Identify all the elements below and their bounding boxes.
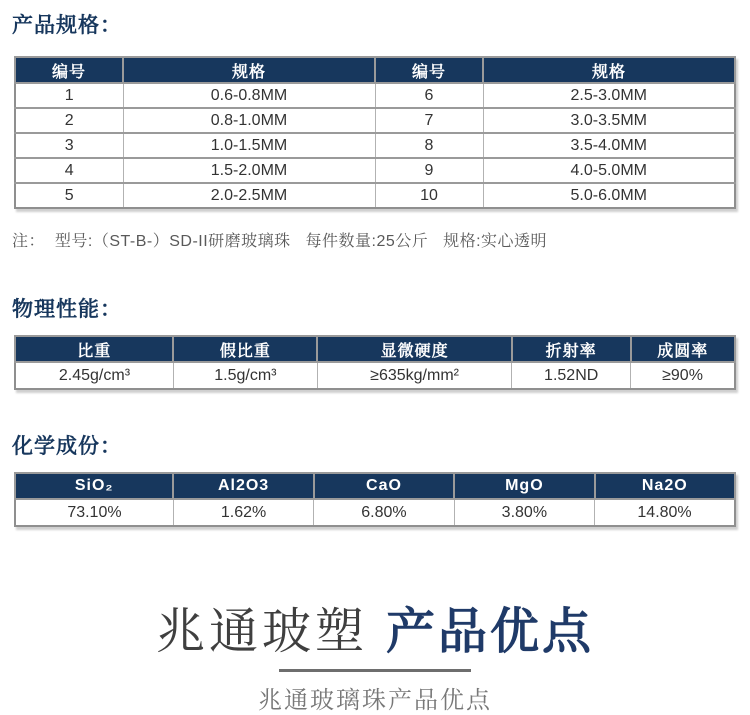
table-cell: 1 [15, 83, 123, 108]
table-cell: 1.5g/cm³ [173, 362, 317, 389]
section-heading-physical-properties: 物理性能： [12, 298, 122, 321]
physical-properties-table [14, 335, 736, 390]
table-row [15, 83, 735, 108]
table-row [15, 183, 735, 208]
spec-note: 注： 型号:（ST-B-）SD-II研磨玻璃珠 每件数量:25公斤 规格:实心透明 [12, 233, 548, 250]
column-header: MgO [454, 473, 594, 499]
column-header: 编号 [375, 57, 483, 83]
column-header: Na2O [595, 473, 735, 499]
footer-banner [0, 593, 750, 715]
table-cell: 10 [375, 183, 483, 208]
table-cell: 0.6-0.8MM [123, 83, 375, 108]
table-cell: 3.0-3.5MM [483, 108, 735, 133]
footer-title-row [0, 593, 750, 663]
column-header: 显微硬度 [317, 336, 511, 362]
section-heading-chemical-composition: 化学成份： [12, 435, 122, 458]
table-cell: 8 [375, 133, 483, 158]
product-spec-table [14, 56, 736, 209]
table-row [15, 133, 735, 158]
table-cell: 3.80% [454, 499, 594, 526]
column-header: 编号 [15, 57, 123, 83]
table-cell: 2.45g/cm³ [15, 362, 173, 389]
column-header: 假比重 [173, 336, 317, 362]
footer-subtitle: 兆通玻璃珠产品优点 [258, 687, 492, 714]
table-cell: 1.0-1.5MM [123, 133, 375, 158]
table-cell: 7 [375, 108, 483, 133]
table-row [15, 362, 735, 389]
table-cell: 2.5-3.0MM [483, 83, 735, 108]
chemical-composition-table [14, 472, 736, 527]
table-cell: 2.0-2.5MM [123, 183, 375, 208]
table-cell: 3.5-4.0MM [483, 133, 735, 158]
table-cell: 1.52ND [512, 362, 631, 389]
table-cell: 5 [15, 183, 123, 208]
table-header-row [15, 473, 735, 499]
table-cell: 5.0-6.0MM [483, 183, 735, 208]
table-cell: 3 [15, 133, 123, 158]
column-header: CaO [314, 473, 454, 499]
table-cell: 1.62% [173, 499, 313, 526]
column-header: 规格 [483, 57, 735, 83]
table-cell: 4 [15, 158, 123, 183]
table-cell: 6.80% [314, 499, 454, 526]
column-header: Al2O3 [173, 473, 313, 499]
table-cell: 2 [15, 108, 123, 133]
table-cell: 73.10% [15, 499, 173, 526]
column-header: 比重 [15, 336, 173, 362]
table-cell: 9 [375, 158, 483, 183]
table-row [15, 158, 735, 183]
footer-divider [279, 669, 471, 672]
brand-name: 兆通玻塑 [155, 605, 368, 659]
table-cell: 6 [375, 83, 483, 108]
table-header-row [15, 57, 735, 83]
footer-title: 产品优点 [386, 605, 595, 659]
column-header: SiO₂ [15, 473, 173, 499]
column-header: 折射率 [512, 336, 631, 362]
column-header: 成圆率 [631, 336, 735, 362]
table-row [15, 499, 735, 526]
table-cell: 0.8-1.0MM [123, 108, 375, 133]
table-cell: ≥90% [631, 362, 735, 389]
table-header-row [15, 336, 735, 362]
table-cell: 4.0-5.0MM [483, 158, 735, 183]
table-cell: 14.80% [595, 499, 735, 526]
table-row [15, 108, 735, 133]
column-header: 规格 [123, 57, 375, 83]
section-heading-product-spec: 产品规格： [12, 14, 122, 37]
table-cell: 1.5-2.0MM [123, 158, 375, 183]
table-cell: ≥635kg/mm² [317, 362, 511, 389]
